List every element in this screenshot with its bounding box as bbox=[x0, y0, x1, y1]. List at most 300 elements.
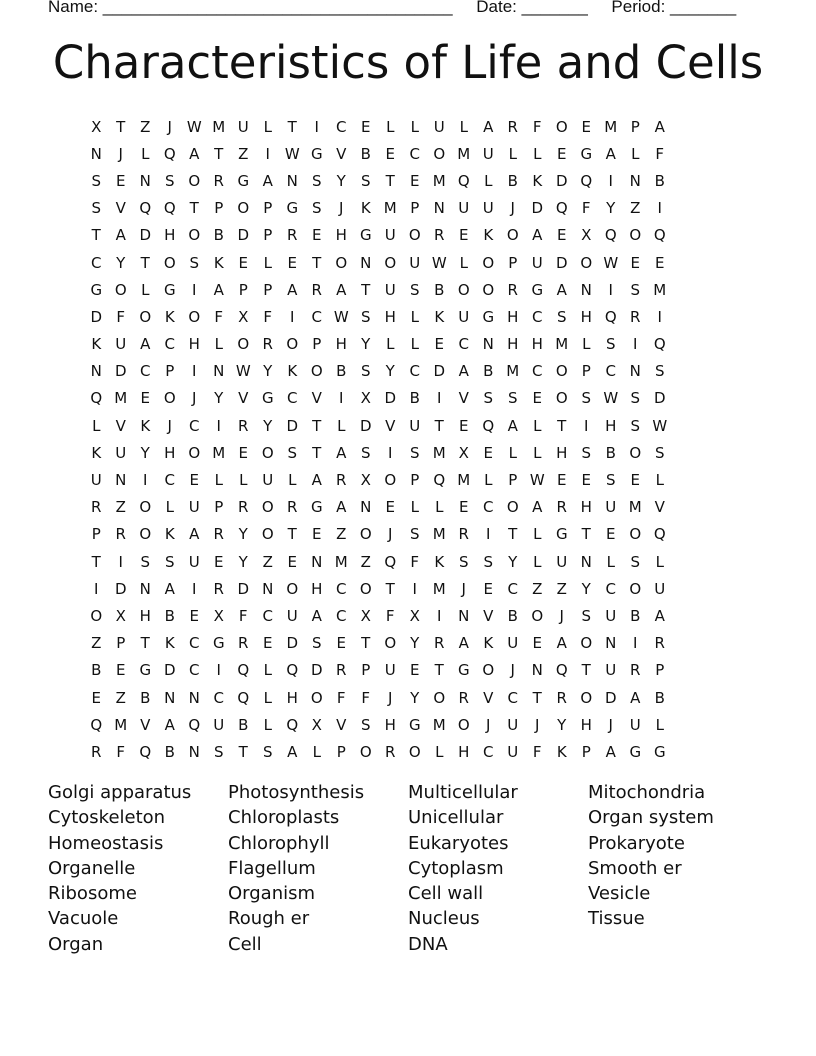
grid-letter: C bbox=[336, 579, 347, 598]
grid-letter: O bbox=[139, 307, 152, 326]
grid-letter: O bbox=[261, 498, 274, 517]
grid-row bbox=[84, 439, 732, 466]
grid-letter: N bbox=[629, 171, 641, 190]
grid-letter: S bbox=[409, 280, 420, 299]
grid-letter: E bbox=[238, 443, 248, 462]
grid-letter: B bbox=[630, 606, 641, 625]
grid-letter: A bbox=[287, 742, 298, 761]
grid-letter: N bbox=[188, 742, 200, 761]
grid-letter: A bbox=[654, 117, 665, 136]
grid-letter: W bbox=[603, 389, 619, 408]
grid-letter: B bbox=[164, 606, 175, 625]
grid-letter: N bbox=[213, 362, 225, 381]
grid-letter: U bbox=[605, 498, 617, 517]
grid-letter: O bbox=[629, 579, 642, 598]
grid-letter: G bbox=[212, 634, 225, 653]
grid-letter: L bbox=[312, 742, 321, 761]
grid-letter: T bbox=[312, 443, 322, 462]
grid-letter: Z bbox=[532, 579, 543, 598]
grid-letter: M bbox=[212, 117, 226, 136]
word-list-item: Homeostasis bbox=[48, 832, 164, 854]
grid-letter: A bbox=[311, 471, 322, 490]
grid-letter: R bbox=[262, 335, 273, 354]
word-list-item: Chloroplasts bbox=[228, 807, 340, 829]
grid-letter: G bbox=[310, 144, 323, 163]
grid-letter: K bbox=[140, 416, 151, 435]
grid-letter: A bbox=[164, 715, 175, 734]
grid-letter: H bbox=[580, 498, 592, 517]
grid-letter: R bbox=[91, 742, 102, 761]
grid-letter: P bbox=[312, 335, 322, 354]
grid-letter: Y bbox=[336, 171, 346, 190]
grid-letter: T bbox=[189, 199, 199, 218]
grid-letter: C bbox=[91, 253, 102, 272]
grid-letter: L bbox=[655, 471, 664, 490]
grid-letter: L bbox=[435, 498, 444, 517]
grid-letter: H bbox=[139, 606, 151, 625]
grid-letter: B bbox=[654, 688, 665, 707]
grid-letter: U bbox=[507, 742, 519, 761]
grid-letter: P bbox=[263, 280, 273, 299]
word-list-item bbox=[588, 932, 768, 957]
grid-letter: J bbox=[388, 525, 393, 544]
grid-letter: V bbox=[458, 389, 469, 408]
grid-letter: T bbox=[361, 280, 371, 299]
grid-letter: F bbox=[263, 307, 273, 326]
grid-letter: I bbox=[388, 443, 393, 462]
grid-letter: P bbox=[214, 498, 224, 517]
grid-letter: Z bbox=[238, 144, 249, 163]
grid-letter: R bbox=[434, 634, 445, 653]
grid-letter: Y bbox=[606, 199, 616, 218]
grid-letter: Q bbox=[286, 715, 299, 734]
date-blank: _______ bbox=[521, 0, 588, 16]
grid-letter: V bbox=[483, 606, 494, 625]
grid-letter: G bbox=[310, 498, 323, 517]
grid-letter: N bbox=[605, 634, 617, 653]
grid-letter: O bbox=[433, 144, 446, 163]
grid-letter: E bbox=[410, 171, 420, 190]
grid-letter: R bbox=[287, 498, 298, 517]
grid-letter: Q bbox=[653, 525, 666, 544]
grid-letter: M bbox=[604, 117, 618, 136]
grid-letter: D bbox=[555, 171, 568, 190]
grid-letter: U bbox=[458, 307, 470, 326]
grid-letter: J bbox=[388, 688, 393, 707]
grid-letter: H bbox=[384, 307, 396, 326]
grid-letter: R bbox=[213, 579, 224, 598]
grid-letter: P bbox=[238, 280, 248, 299]
word-list-item: Smooth er bbox=[588, 857, 682, 879]
grid-letter: R bbox=[630, 307, 641, 326]
grid-letter: F bbox=[116, 307, 126, 326]
grid-letter: L bbox=[141, 144, 150, 163]
grid-letter: K bbox=[483, 226, 494, 245]
period-label: Period: bbox=[611, 0, 671, 16]
grid-letter: S bbox=[262, 742, 273, 761]
grid-letter: C bbox=[336, 606, 347, 625]
grid-letter: R bbox=[507, 280, 518, 299]
grid-letter: B bbox=[483, 362, 494, 381]
grid-letter: C bbox=[507, 579, 518, 598]
grid-letter: T bbox=[287, 117, 297, 136]
grid-letter: W bbox=[284, 144, 300, 163]
word-list-item: Photosynthesis bbox=[228, 782, 365, 803]
word-list-item: Organism bbox=[228, 883, 316, 905]
grid-letter: S bbox=[630, 280, 641, 299]
grid-letter: O bbox=[90, 606, 103, 625]
grid-letter: E bbox=[459, 416, 469, 435]
grid-letter: K bbox=[434, 552, 445, 571]
grid-letter: Y bbox=[140, 443, 150, 462]
grid-letter: S bbox=[91, 199, 102, 218]
grid-letter: S bbox=[654, 362, 665, 381]
grid-letter: M bbox=[334, 552, 348, 571]
grid-letter: C bbox=[336, 117, 347, 136]
grid-letter: E bbox=[385, 498, 395, 517]
grid-row bbox=[84, 113, 732, 140]
grid-letter: W bbox=[235, 362, 251, 381]
word-list-item: Prokaryote bbox=[588, 832, 685, 854]
grid-row bbox=[84, 358, 732, 385]
grid-letter: R bbox=[385, 742, 396, 761]
grid-letter: I bbox=[486, 525, 491, 544]
grid-letter: S bbox=[311, 199, 322, 218]
grid-letter: G bbox=[408, 715, 421, 734]
grid-letter: S bbox=[483, 389, 494, 408]
grid-letter: J bbox=[559, 606, 564, 625]
grid-letter: O bbox=[188, 171, 201, 190]
grid-letter: R bbox=[556, 688, 567, 707]
grid-letter: I bbox=[608, 280, 613, 299]
grid-letter: P bbox=[116, 634, 126, 653]
word-list-item: Multicellular bbox=[408, 782, 518, 803]
grid-letter: T bbox=[140, 253, 150, 272]
grid-letter: G bbox=[580, 144, 593, 163]
grid-letter: Y bbox=[263, 416, 273, 435]
grid-letter: G bbox=[457, 661, 470, 680]
grid-letter: H bbox=[556, 443, 568, 462]
grid-row bbox=[84, 140, 732, 167]
grid-letter: H bbox=[311, 579, 323, 598]
grid-letter: R bbox=[213, 171, 224, 190]
grid-letter: I bbox=[608, 171, 613, 190]
grid-letter: K bbox=[532, 171, 543, 190]
grid-letter: T bbox=[532, 688, 542, 707]
grid-letter: T bbox=[581, 525, 591, 544]
grid-letter: I bbox=[192, 362, 197, 381]
grid-letter: H bbox=[458, 742, 470, 761]
grid-row bbox=[84, 575, 732, 602]
word-list-item: Organ system bbox=[588, 807, 714, 829]
grid-row bbox=[84, 195, 732, 222]
grid-letter: B bbox=[507, 171, 518, 190]
grid-letter: V bbox=[336, 715, 347, 734]
grid-letter: O bbox=[482, 661, 495, 680]
grid-row bbox=[84, 657, 732, 684]
grid-letter: S bbox=[311, 634, 322, 653]
grid-letter: Q bbox=[139, 199, 152, 218]
grid-letter: M bbox=[114, 715, 128, 734]
grid-letter: R bbox=[238, 416, 249, 435]
grid-row bbox=[84, 276, 732, 303]
grid-letter: S bbox=[164, 552, 175, 571]
grid-letter: I bbox=[584, 416, 589, 435]
grid-letter: J bbox=[167, 117, 172, 136]
grid-letter: R bbox=[311, 280, 322, 299]
grid-letter: E bbox=[361, 117, 371, 136]
grid-row bbox=[84, 602, 732, 629]
grid-letter: C bbox=[189, 416, 200, 435]
grid-letter: J bbox=[510, 199, 515, 218]
grid-letter: R bbox=[213, 525, 224, 544]
word-list-item: Vesicle bbox=[588, 883, 651, 905]
grid-letter: U bbox=[286, 606, 298, 625]
grid-letter: V bbox=[140, 715, 151, 734]
grid-letter: C bbox=[189, 661, 200, 680]
grid-letter: L bbox=[655, 715, 664, 734]
grid-letter: P bbox=[361, 661, 371, 680]
grid-letter: I bbox=[192, 579, 197, 598]
grid-letter: Z bbox=[336, 525, 347, 544]
grid-letter: G bbox=[555, 525, 568, 544]
grid-letter: F bbox=[655, 144, 665, 163]
grid-row bbox=[84, 466, 732, 493]
grid-letter: O bbox=[555, 389, 568, 408]
grid-letter: Y bbox=[410, 634, 420, 653]
grid-letter: U bbox=[556, 552, 568, 571]
grid-letter: A bbox=[532, 226, 543, 245]
grid-letter: L bbox=[459, 253, 468, 272]
grid-letter: P bbox=[410, 471, 420, 490]
grid-letter: U bbox=[605, 606, 617, 625]
grid-letter: Q bbox=[580, 171, 593, 190]
grid-letter: Q bbox=[482, 416, 495, 435]
grid-letter: Y bbox=[508, 552, 518, 571]
grid-letter: S bbox=[164, 171, 175, 190]
grid-letter: L bbox=[263, 117, 272, 136]
grid-letter: O bbox=[384, 471, 397, 490]
grid-letter: E bbox=[630, 471, 640, 490]
grid-letter: R bbox=[336, 661, 347, 680]
grid-letter: A bbox=[164, 579, 175, 598]
grid-letter: Q bbox=[286, 661, 299, 680]
grid-letter: C bbox=[140, 362, 151, 381]
grid-letter: I bbox=[216, 416, 221, 435]
grid-letter: M bbox=[383, 199, 397, 218]
grid-letter: L bbox=[263, 253, 272, 272]
grid-letter: Y bbox=[238, 552, 248, 571]
grid-letter: Y bbox=[410, 688, 420, 707]
grid-letter: Z bbox=[91, 634, 102, 653]
grid-letter: Z bbox=[115, 688, 126, 707]
grid-letter: I bbox=[118, 552, 123, 571]
grid-letter: L bbox=[410, 307, 419, 326]
grid-letter: E bbox=[287, 253, 297, 272]
grid-letter: C bbox=[507, 688, 518, 707]
grid-letter: Q bbox=[653, 226, 666, 245]
grid-letter: D bbox=[653, 389, 666, 408]
name-label: Name: bbox=[48, 0, 103, 16]
grid-letter: Q bbox=[163, 199, 176, 218]
grid-letter: L bbox=[410, 335, 419, 354]
grid-letter: Y bbox=[581, 579, 591, 598]
grid-letter: O bbox=[261, 525, 274, 544]
grid-letter: A bbox=[336, 498, 347, 517]
grid-letter: P bbox=[214, 199, 224, 218]
grid-letter: S bbox=[605, 335, 616, 354]
grid-letter: I bbox=[633, 335, 638, 354]
grid-letter: L bbox=[263, 661, 272, 680]
grid-letter: F bbox=[532, 742, 542, 761]
grid-letter: L bbox=[435, 742, 444, 761]
grid-letter: N bbox=[90, 362, 102, 381]
word-list-item: Unicellular bbox=[408, 807, 504, 829]
grid-letter: A bbox=[605, 144, 616, 163]
grid-letter: I bbox=[314, 117, 319, 136]
grid-letter: E bbox=[581, 471, 591, 490]
grid-row bbox=[84, 222, 732, 249]
grid-letter: O bbox=[188, 307, 201, 326]
grid-letter: R bbox=[238, 634, 249, 653]
grid-letter: Q bbox=[604, 226, 617, 245]
grid-letter: G bbox=[163, 280, 176, 299]
grid-letter: R bbox=[458, 688, 469, 707]
grid-letter: R bbox=[458, 525, 469, 544]
grid-letter: T bbox=[140, 634, 150, 653]
grid-letter: L bbox=[484, 471, 493, 490]
grid-letter: O bbox=[163, 253, 176, 272]
grid-letter: U bbox=[482, 144, 494, 163]
grid-letter: O bbox=[237, 199, 250, 218]
grid-letter: Q bbox=[139, 742, 152, 761]
grid-letter: Q bbox=[433, 471, 446, 490]
grid-letter: M bbox=[457, 471, 471, 490]
grid-letter: N bbox=[90, 144, 102, 163]
grid-letter: S bbox=[213, 742, 224, 761]
period-blank: _______ bbox=[670, 0, 737, 16]
grid-letter: U bbox=[384, 280, 396, 299]
grid-letter: M bbox=[555, 335, 569, 354]
grid-letter: W bbox=[333, 307, 349, 326]
grid-letter: E bbox=[606, 525, 616, 544]
grid-letter: U bbox=[531, 253, 543, 272]
grid-letter: I bbox=[339, 389, 344, 408]
grid-letter: C bbox=[262, 606, 273, 625]
grid-letter: V bbox=[115, 416, 126, 435]
grid-letter: F bbox=[214, 307, 224, 326]
grid-letter: R bbox=[556, 498, 567, 517]
word-list-item: Organelle bbox=[48, 857, 136, 879]
grid-letter: K bbox=[164, 634, 175, 653]
grid-letter: N bbox=[188, 688, 200, 707]
grid-letter: O bbox=[286, 579, 299, 598]
grid-letter: U bbox=[654, 579, 666, 598]
grid-letter: S bbox=[140, 552, 151, 571]
grid-letter: S bbox=[630, 389, 641, 408]
grid-letter: X bbox=[409, 606, 420, 625]
word-list-item: Eukaryotes bbox=[408, 832, 509, 854]
grid-letter: Q bbox=[188, 715, 201, 734]
word-list-item: Flagellum bbox=[228, 857, 316, 879]
grid-letter: E bbox=[557, 144, 567, 163]
grid-letter: O bbox=[188, 226, 201, 245]
grid-letter: L bbox=[484, 171, 493, 190]
grid-letter: E bbox=[385, 144, 395, 163]
grid-letter: O bbox=[433, 688, 446, 707]
grid-letter: C bbox=[605, 579, 616, 598]
grid-letter: D bbox=[531, 199, 544, 218]
grid-letter: O bbox=[408, 742, 421, 761]
page-title: Characteristics of Life and Cells bbox=[52, 36, 764, 89]
grid-letter: E bbox=[238, 253, 248, 272]
grid-letter: Q bbox=[90, 389, 103, 408]
grid-letter: X bbox=[581, 226, 592, 245]
grid-letter: B bbox=[507, 606, 518, 625]
grid-letter: L bbox=[533, 144, 542, 163]
grid-letter: E bbox=[483, 443, 493, 462]
grid-letter: U bbox=[458, 199, 470, 218]
grid-letter: N bbox=[360, 253, 372, 272]
grid-row bbox=[84, 494, 732, 521]
grid-letter: U bbox=[90, 471, 102, 490]
grid-letter: C bbox=[164, 335, 175, 354]
grid-letter: S bbox=[287, 443, 298, 462]
grid-letter: P bbox=[263, 226, 273, 245]
grid-letter: X bbox=[360, 606, 371, 625]
grid-letter: E bbox=[312, 226, 322, 245]
word-list-item: Cell bbox=[228, 933, 262, 955]
grid-letter: N bbox=[139, 579, 151, 598]
grid-letter: L bbox=[508, 144, 517, 163]
grid-letter: D bbox=[286, 416, 299, 435]
grid-letter: A bbox=[189, 144, 200, 163]
grid-letter: E bbox=[116, 661, 126, 680]
grid-letter: L bbox=[631, 144, 640, 163]
grid-letter: N bbox=[433, 199, 445, 218]
grid-letter: B bbox=[213, 226, 224, 245]
grid-letter: S bbox=[581, 606, 592, 625]
grid-letter: E bbox=[532, 389, 542, 408]
grid-letter: W bbox=[186, 117, 202, 136]
grid-letter: V bbox=[238, 389, 249, 408]
grid-letter: L bbox=[337, 416, 346, 435]
grid-letter: W bbox=[652, 416, 668, 435]
grid-letter: N bbox=[531, 661, 543, 680]
grid-letter: O bbox=[139, 525, 152, 544]
grid-letter: N bbox=[629, 362, 641, 381]
grid-letter: O bbox=[531, 606, 544, 625]
grid-letter: O bbox=[482, 253, 495, 272]
grid-letter: O bbox=[335, 253, 348, 272]
grid-letter: O bbox=[359, 742, 372, 761]
grid-letter: L bbox=[141, 280, 150, 299]
grid-letter: E bbox=[140, 389, 150, 408]
grid-letter: B bbox=[409, 389, 420, 408]
grid-letter: D bbox=[359, 416, 372, 435]
grid-letter: S bbox=[507, 389, 518, 408]
grid-letter: A bbox=[115, 226, 126, 245]
grid-letter: Q bbox=[163, 144, 176, 163]
grid-letter: M bbox=[432, 715, 446, 734]
grid-letter: C bbox=[189, 634, 200, 653]
grid-letter: Q bbox=[457, 171, 470, 190]
grid-letter: L bbox=[533, 416, 542, 435]
grid-letter: O bbox=[139, 498, 152, 517]
grid-letter: L bbox=[533, 552, 542, 571]
grid-letter: S bbox=[483, 552, 494, 571]
grid-letter: A bbox=[605, 742, 616, 761]
